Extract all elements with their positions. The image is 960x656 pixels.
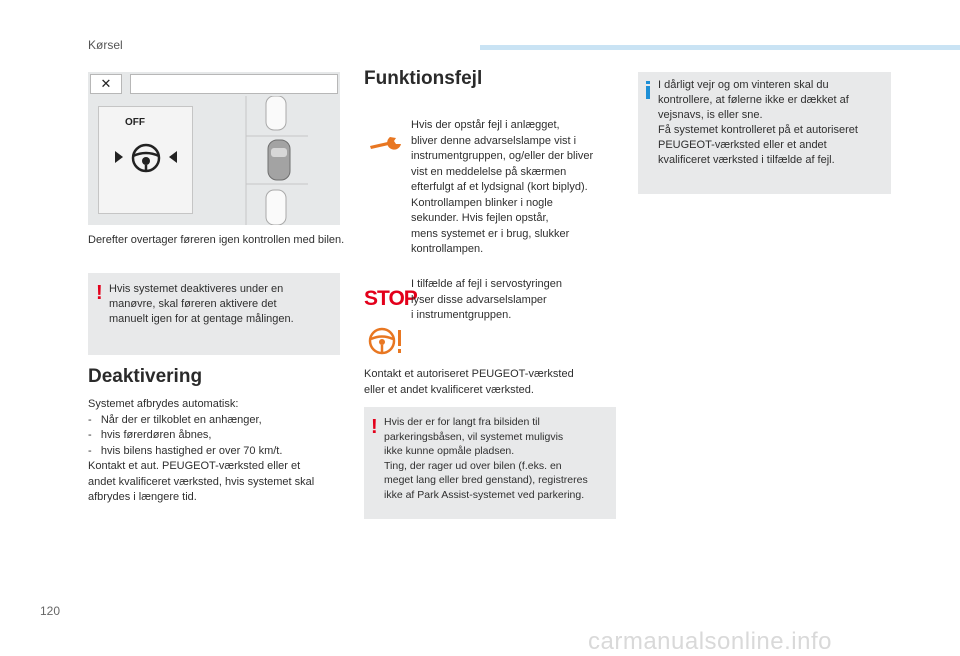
steering-fault-icon <box>367 326 405 358</box>
steering-assist-icon <box>111 141 181 181</box>
warning-icon: ! <box>96 282 103 304</box>
close-icon: ✕ <box>90 74 122 94</box>
page-number: 120 <box>40 604 61 618</box>
deactivation-heading: Deaktivering <box>88 366 203 387</box>
park-assist-button-panel <box>98 106 193 214</box>
warning-note-reactivate <box>88 273 340 355</box>
takeover-paragraph: Derefter overtager føreren igen kontrollen med bilen. <box>88 234 345 246</box>
steering-fault-text: I tilfælde af fejl i servostyringen lyser disse advarselslamper i instrumentgruppen. <box>411 278 563 321</box>
stop-warning-icon: STOP <box>364 287 417 310</box>
warning-note-distance <box>364 407 616 519</box>
section-title: Kørsel <box>88 38 123 52</box>
contact-workshop-text: Kontakt et autoriseret PEUGEOT-værksted eller et andet kvalificeret værksted. <box>364 368 574 396</box>
deactivation-text: Systemet afbrydes automatisk: - Når der er tilkoblet en anhænger, - hvis førerdøren åbnes, - hvis bilens hastighed er over 70 km/t. Kontakt et aut. PEUGEOT-værksted eller et andet kvalificeret værksted, hvis systemet skal afbrydes i længere tid. <box>88 398 315 503</box>
wrench-icon <box>368 133 402 153</box>
malfunction-text: Hvis der opstår fejl i anlægget, bliver denne advarselslampe vist i instrumentgruppen, og/eller der bliver vist en meddelelse på skærmen efterfulgt af et lydsignal (kort biplyd). Kontrollampen blinker i nogle sekunder. Hvis fejlen opstår, mens systemet er i brug, slukker kontrollampen. <box>411 119 594 255</box>
warning-text: Hvis systemet deaktiveres under en manøvre, skal føreren aktivere det manuelt igen for at gentage målingen. <box>109 283 294 325</box>
header-accent-bar <box>480 45 960 50</box>
footer-watermark-logo[interactable]: carmanualsonline.info <box>588 628 832 655</box>
info-text: I dårligt vejr og om vinteren skal du kontrollere, at følerne ikke er dækket af vejsnavs, is eller sne. Få systemet kontrolleret på et autoriseret PEUGEOT-værksted eller et andet kvalificeret værksted i tilfælde af fejl. <box>658 79 858 166</box>
info-icon <box>645 81 651 99</box>
warning-text: Hvis der er for langt fra bilsiden til parkeringsbåsen, vil systemet muligvis ikke kunne opmåle pladsen. Ting, der rager ud over bilen (f.eks. en meget lang eller bred genstand), registreres ikke af Park Assist-systemet ved parkering. <box>384 416 588 501</box>
park-assist-illustration <box>88 72 340 225</box>
parking-cars-diagram <box>238 96 318 225</box>
display-bar <box>130 74 338 94</box>
off-label: OFF <box>125 117 145 128</box>
info-note-sensors <box>638 72 891 194</box>
malfunction-heading: Funktionsfejl <box>364 68 483 89</box>
warning-icon: ! <box>371 416 378 438</box>
